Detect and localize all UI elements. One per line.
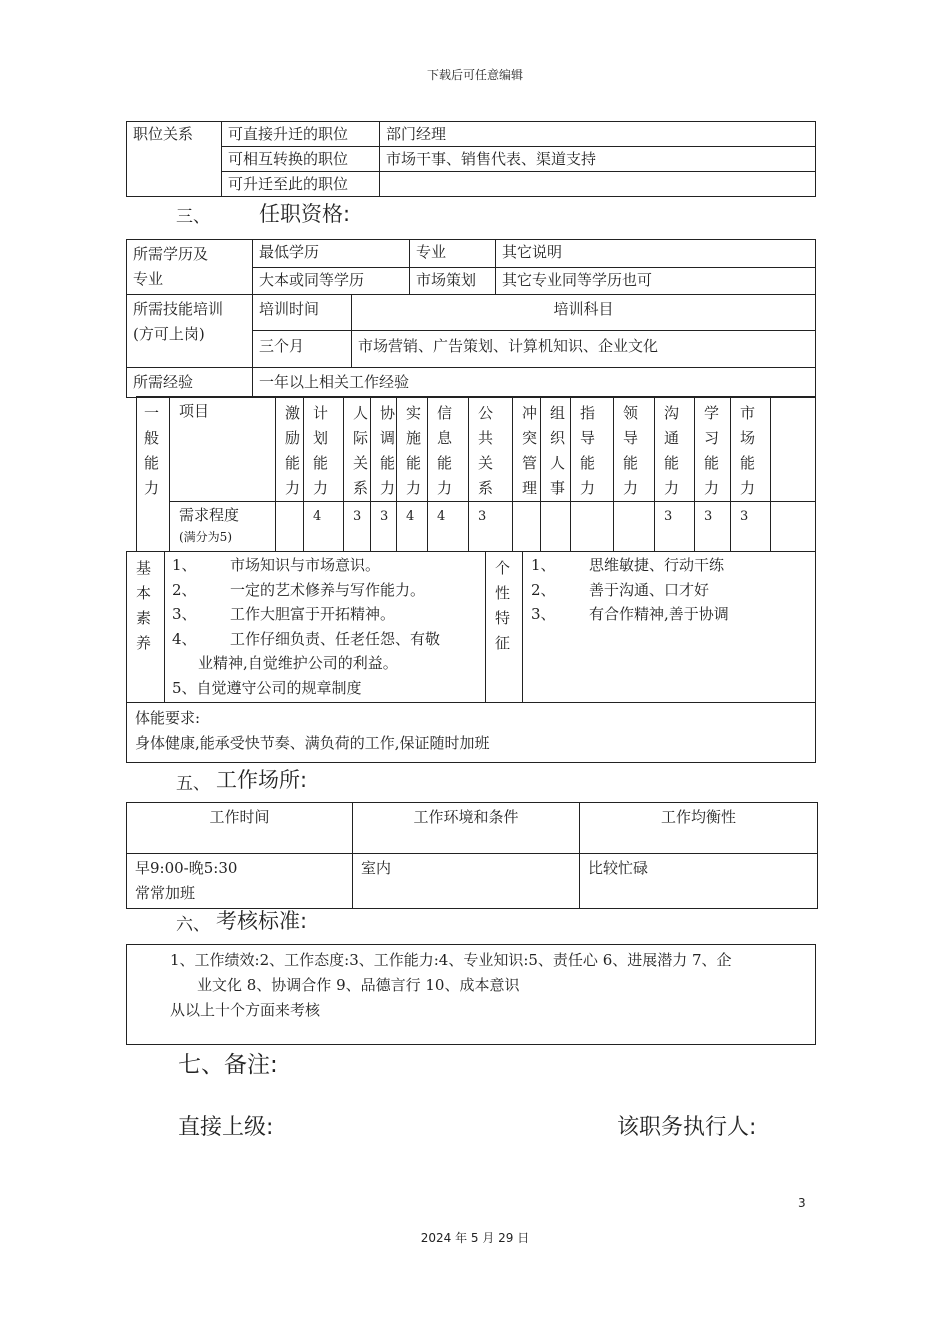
skill-label	[127, 295, 253, 368]
list-item	[172, 553, 481, 578]
ability-score	[513, 502, 541, 552]
list-item	[531, 553, 811, 578]
relation-key: 可直接升迁的职位	[222, 122, 380, 147]
list-item	[172, 627, 481, 652]
ability-score: 3	[695, 502, 731, 552]
ability-score	[276, 502, 304, 552]
ability-score	[614, 502, 655, 552]
relation-value: 部门经理	[380, 122, 816, 147]
ability-name: 领导能力	[623, 404, 639, 497]
superior-signature: 直接上级:	[178, 1115, 274, 1140]
basics-label-text: 基本素养	[136, 559, 152, 652]
list-item	[531, 602, 811, 627]
ability-filler	[771, 502, 816, 552]
list-item-text: 市场知识与市场意识。	[230, 556, 381, 574]
ability-name: 沟通能力	[664, 404, 680, 497]
experience-label: 所需经验	[127, 368, 253, 398]
ability-score	[541, 502, 571, 552]
level-label	[170, 502, 276, 552]
relations-label: 职位关系	[127, 122, 222, 197]
ability-filler	[771, 397, 816, 502]
ability-column-header	[731, 397, 771, 502]
relation-key: 可升迁至此的职位	[222, 172, 380, 197]
assessment-line1: 1、工作绩效:2、工作态度:3、工作能力:4、专业知识:5、责任心 6、进展潜力 7、企	[170, 951, 732, 969]
other-header: 其它说明	[496, 240, 816, 268]
list-item-number: 2、	[531, 580, 556, 599]
ability-score: 3	[731, 502, 771, 552]
assessment-cell	[127, 945, 816, 1045]
ability-column-header	[428, 397, 469, 502]
list-item-text: 工作大胆富于开拓精神。	[230, 605, 396, 623]
physical-label: 体能要求:	[135, 709, 201, 727]
personality-label	[486, 552, 523, 703]
list-item-number: 2、	[172, 580, 197, 599]
major-value: 市场策划	[410, 267, 496, 295]
work-time-line2: 常常加班	[135, 884, 196, 902]
basics-table	[126, 551, 816, 763]
section3-title: 任职资格:	[259, 202, 351, 226]
work-time-value	[127, 854, 353, 909]
training-subject-value: 市场营销、广告策划、计算机知识、企业文化	[352, 331, 816, 368]
work-env-value: 室内	[353, 854, 580, 909]
education-label	[127, 240, 253, 295]
list-item	[172, 602, 481, 627]
list-item	[172, 578, 481, 603]
ability-name: 信息能力	[437, 404, 453, 497]
ability-score: 4	[397, 502, 428, 552]
training-time-header: 培训时间	[253, 295, 352, 331]
list-item-number: 4、	[172, 629, 197, 648]
ability-score: 3	[655, 502, 695, 552]
section5-title: 工作场所:	[216, 768, 308, 792]
list-item-number: 1、	[531, 556, 556, 574]
list-item-text: 思维敏捷、行动干练	[589, 556, 725, 574]
ability-score: 4	[304, 502, 344, 552]
list-item-number: 1、	[172, 556, 197, 574]
physical-requirement	[127, 703, 816, 763]
min-education-header: 最低学历	[253, 240, 410, 268]
ability-score: 3	[371, 502, 397, 552]
major-header: 专业	[410, 240, 496, 268]
work-balance-value: 比较忙碌	[580, 854, 818, 909]
experience-value: 一年以上相关工作经验	[253, 368, 816, 398]
list-item	[531, 578, 811, 603]
work-balance-header: 工作均衡性	[580, 803, 818, 854]
level-label-text: 需求程度	[179, 506, 240, 524]
list-item-text: 一定的艺术修养与写作能力。	[230, 580, 426, 599]
ability-column-header	[304, 397, 344, 502]
section3-number: 三、	[176, 207, 210, 227]
assessment-table	[126, 944, 816, 1045]
basics-item5: 5、自觉遵守公司的规章制度	[172, 678, 362, 697]
min-education-value: 大本或同等学历	[253, 267, 410, 295]
ability-name: 协调能力	[380, 404, 396, 497]
basics-items	[172, 553, 481, 651]
qualifications-table	[126, 239, 816, 398]
page-number: 3	[798, 1196, 806, 1210]
ability-column-header	[469, 397, 513, 502]
ability-column-header	[513, 397, 541, 502]
ability-column-header	[344, 397, 371, 502]
training-subject-header: 培训科目	[352, 295, 816, 331]
ability-name: 冲突管理	[522, 404, 538, 497]
list-item-text: 有合作精神,善于协调	[589, 605, 729, 623]
header-note: 下载后可任意编辑	[426, 68, 523, 82]
ability-name: 指导能力	[580, 404, 596, 497]
assessment-line2: 业文化 8、协调合作 9、品德言行 10、成本意识	[197, 976, 520, 994]
skill-label-line2: (方可上岗)	[133, 325, 205, 343]
general-ability-label	[137, 397, 170, 552]
relations-table	[126, 121, 816, 197]
section7-title: 七、备注:	[178, 1052, 278, 1078]
ability-name: 学习能力	[704, 404, 720, 497]
section6-title: 考核标准:	[216, 909, 308, 933]
physical-value: 身体健康,能承受快节奏、满负荷的工作,保证随时加班	[135, 734, 490, 752]
other-value: 其它专业同等学历也可	[496, 267, 816, 295]
ability-name: 人际关系	[353, 404, 369, 497]
skill-label-line1: 所需技能培训	[133, 300, 224, 318]
ability-name: 市场能力	[740, 404, 756, 497]
ability-column-header	[541, 397, 571, 502]
basics-label	[127, 552, 165, 703]
workplace-table	[126, 802, 818, 909]
training-time-value: 三个月	[253, 331, 352, 368]
personality-list	[523, 552, 816, 703]
ability-name: 公共关系	[478, 404, 494, 497]
personality-label-text: 个性特征	[495, 559, 511, 652]
relation-value	[380, 172, 816, 197]
ability-score: 3	[469, 502, 513, 552]
level-note: (满分为5)	[179, 530, 232, 544]
basics-list	[165, 552, 486, 703]
ability-column-header	[276, 397, 304, 502]
relation-value: 市场干事、销售代表、渠道支持	[380, 147, 816, 172]
ability-column-header	[614, 397, 655, 502]
list-item-text: 工作仔细负责、任老任怨、有敬	[230, 629, 441, 648]
ability-name: 实施能力	[406, 404, 422, 497]
ability-name: 组织人事	[550, 404, 566, 497]
general-ability-text: 一般能力	[144, 404, 160, 497]
relation-key: 可相互转换的职位	[222, 147, 380, 172]
item-label: 项目	[170, 397, 276, 502]
work-time-line1: 早9:00-晚5:30	[135, 859, 238, 877]
education-label-line2: 专业	[133, 270, 164, 288]
abilities-table	[136, 396, 816, 552]
ability-column-header	[371, 397, 397, 502]
education-label-line1: 所需学历及	[133, 245, 209, 263]
list-item-number: 3、	[531, 605, 556, 623]
ability-column-header	[571, 397, 614, 502]
section5-number: 五、	[176, 774, 210, 794]
section6-number: 六、	[176, 915, 210, 935]
ability-score: 4	[428, 502, 469, 552]
ability-name: 计划能力	[313, 404, 329, 497]
personality-items	[531, 553, 811, 627]
assessment-line3: 从以上十个方面来考核	[170, 1001, 321, 1019]
ability-column-header	[655, 397, 695, 502]
ability-name: 激励能力	[285, 404, 301, 497]
list-item-text: 善于沟通、口才好	[589, 580, 710, 599]
ability-column-header	[397, 397, 428, 502]
ability-score	[571, 502, 614, 552]
work-time-header: 工作时间	[127, 803, 353, 854]
list-item-number: 3、	[172, 605, 197, 623]
ability-score: 3	[344, 502, 371, 552]
footer-date: 2024 年 5 月 29 日	[420, 1231, 530, 1245]
basics-item4-cont: 业精神,自觉维护公司的利益。	[198, 654, 398, 672]
ability-column-header	[695, 397, 731, 502]
work-env-header: 工作环境和条件	[353, 803, 580, 854]
executor-signature: 该职务执行人:	[617, 1115, 757, 1140]
